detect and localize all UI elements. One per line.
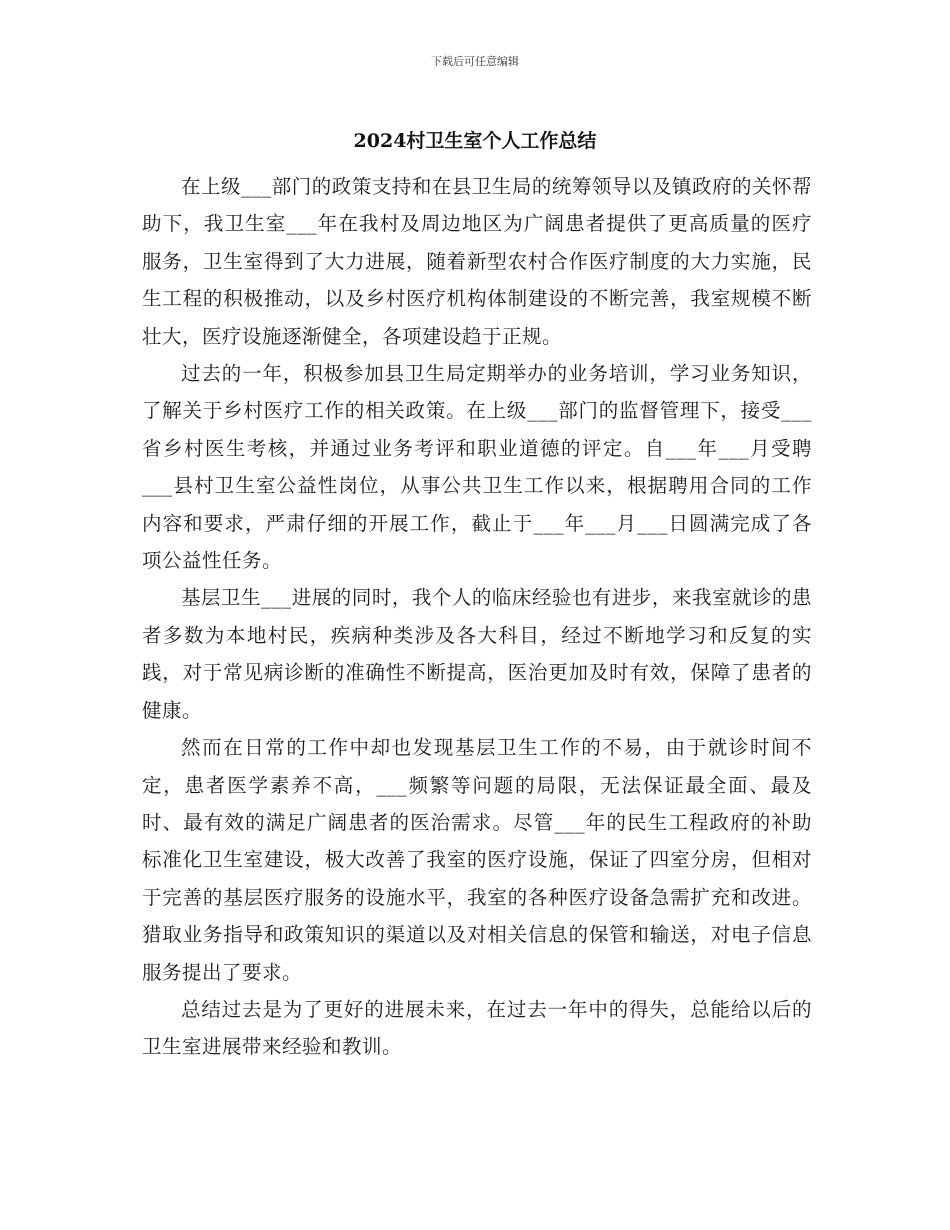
document-title: 2024村卫生室个人工作总结 (353, 130, 597, 152)
paragraph: 总结过去是为了更好的进展未来，在过去一年中的得失，总能给以后的卫生室进展带来经验和教训。 (142, 997, 812, 1059)
paragraph: 然而在日常的工作中却也发现基层卫生工作的不易，由于就诊时间不定，患者医学素养不高，___频繁等问题的局限，无法保证最全面、最及时、最有效的满足广阔患者的医治需求。尽管___年的民生工程政府的补助标准化卫生室建设，极大改善了我室的医疗设施，保证了四室分房，但相对于完善的基层医疗服务的设施水平，我室的各种医疗设备急需扩充和改进。猎取业务指导和政策知识的渠道以及对相关信息的保管和输送，对电子信息服务提出了要求。 (142, 736, 812, 984)
document-body (142, 168, 812, 1066)
paragraph: 基层卫生___进展的同时，我个人的临床经验也有进步，来我室就诊的患者多数为本地村民，疾病种类涉及各大科目，经过不断地学习和反复的实践，对于常见病诊断的准确性不断提高，医治更加及时有效，保障了患者的健康。 (142, 586, 812, 722)
paragraph: 在上级___部门的政策支持和在县卫生局的统筹领导以及镇政府的关怀帮助下，我卫生室___年在我村及周边地区为广阔患者提供了更高质量的医疗服务，卫生室得到了大力进展，随着新型农村合作医疗制度的大力实施，民生工程的积极推动，以及乡村医疗机构体制建设的不断完善，我室规模不断壮大，医疗设施逐渐健全，各项建设趋于正规。 (142, 175, 812, 348)
header-note: 下载后可任意编辑 (431, 55, 519, 68)
paragraph: 过去的一年，积极参加县卫生局定期举办的业务培训，学习业务知识，了解关于乡村医疗工作的相关政策。在上级___部门的监督管理下，接受___省乡村医生考核，并通过业务考评和职业道德的评定。自___年___月受聘___县村卫生室公益性岗位，从事公共卫生工作以来，根据聘用合同的工作内容和要求，严肃仔细的开展工作，截止于___年___月___日圆满完成了各项公益性任务。 (142, 362, 812, 573)
